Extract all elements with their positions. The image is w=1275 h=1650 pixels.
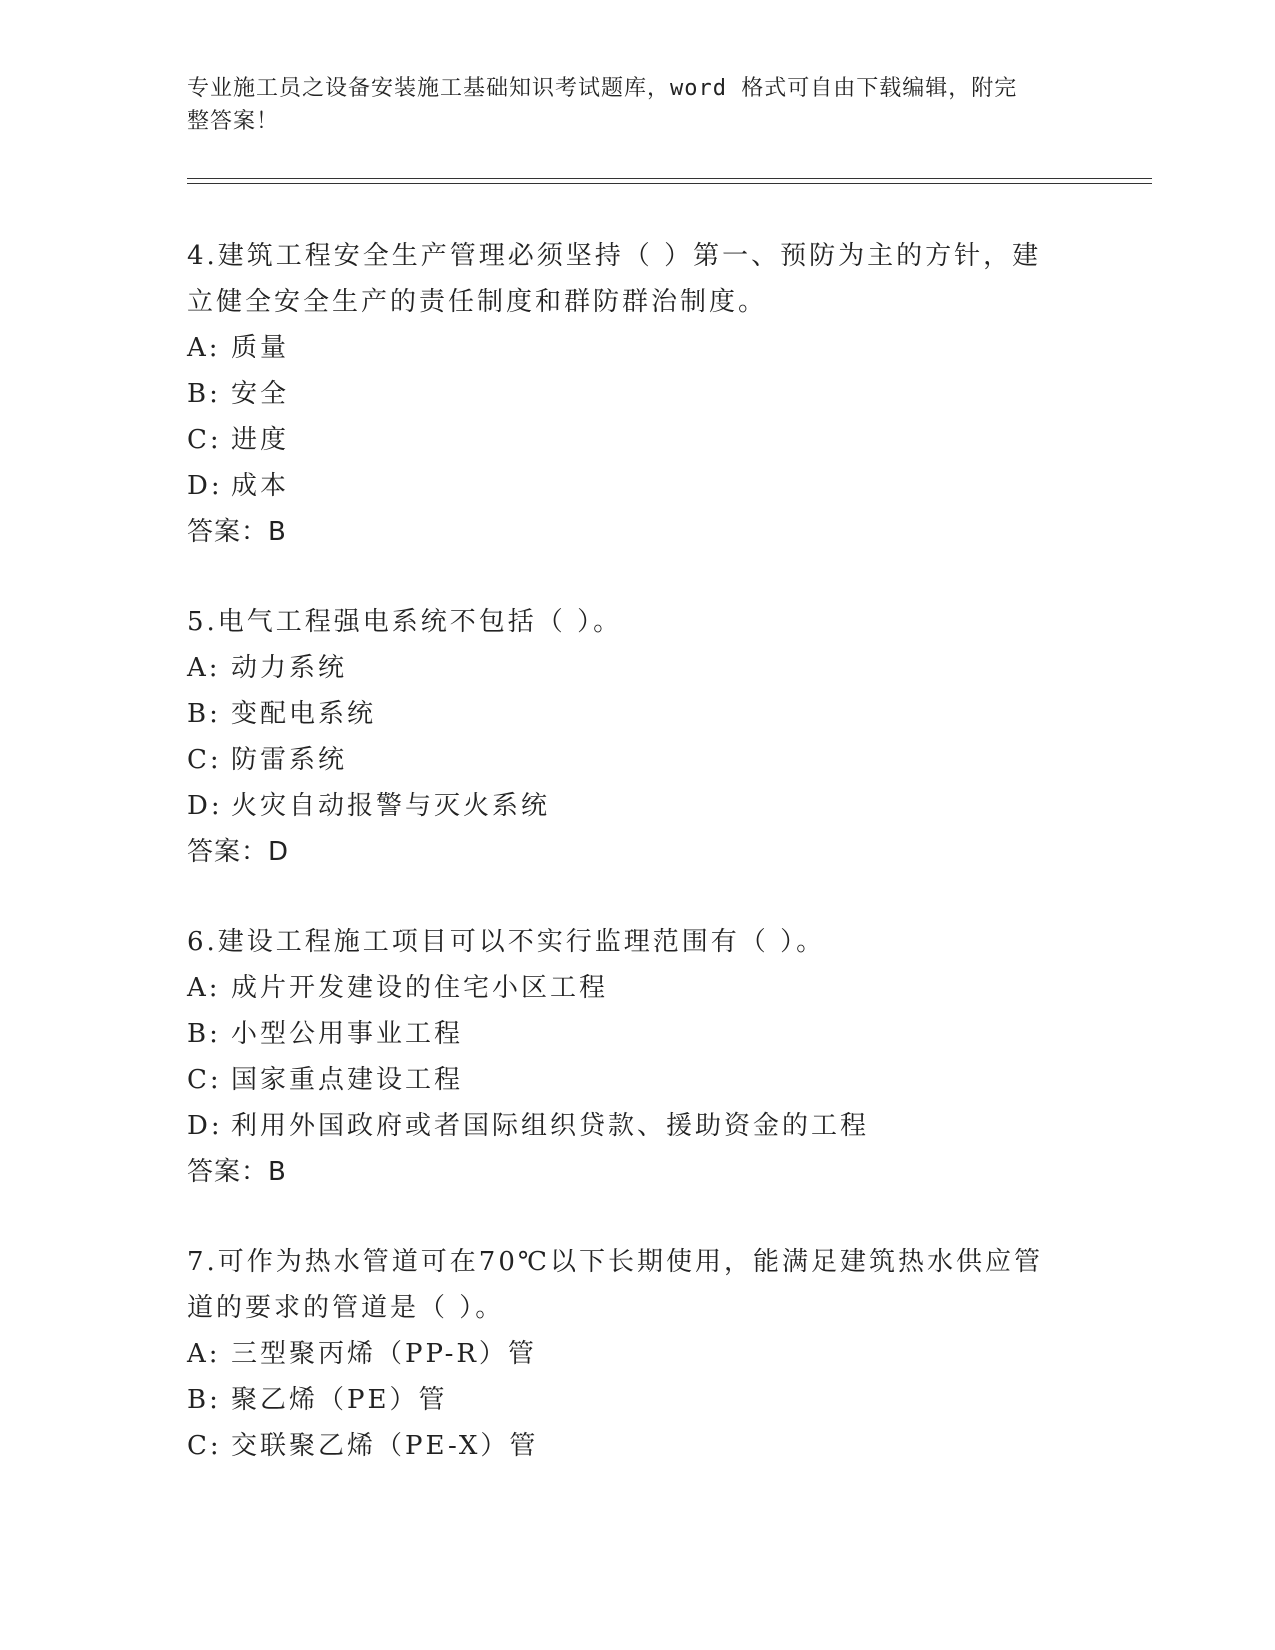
option-letter: B: — [187, 379, 221, 409]
question-stem: 6.建设工程施工项目可以不实行监理范围有（ ）。 — [187, 927, 826, 957]
option-letter: D: — [187, 791, 223, 821]
question-stem: 5.电气工程强电系统不包括（ ）。 — [187, 607, 623, 637]
option-text: 成本 — [231, 471, 290, 501]
option-text: 防雷系统 — [231, 745, 348, 775]
question-stem: 4.建筑工程安全生产管理必须坚持（ ）第一、预防为主的方针，建立健全安全生产的责任制度和群防群治制度。 — [187, 241, 1042, 317]
option-text: 成片开发建设的住宅小区工程 — [231, 973, 609, 1003]
option-text: 进度 — [231, 425, 290, 455]
option-text: 国家重点建设工程 — [231, 1065, 464, 1095]
option-text: 安全 — [231, 379, 290, 409]
header-divider-top — [187, 178, 1152, 179]
option-letter: C: — [187, 745, 222, 775]
option-a — [187, 965, 1067, 1011]
option-c — [187, 1057, 1067, 1103]
option-letter: D: — [187, 1111, 223, 1141]
question-5 — [187, 599, 1067, 875]
question-list — [187, 233, 1067, 1513]
option-a — [187, 645, 1067, 691]
option-letter: B: — [187, 1385, 221, 1415]
option-b — [187, 1377, 1067, 1423]
option-letter: C: — [187, 1065, 222, 1095]
question-stem: 7.可作为热水管道可在70℃以下长期使用，能满足建筑热水供应管道的要求的管道是（ ）。 — [187, 1247, 1043, 1323]
option-text: 聚乙烯（PE）管 — [231, 1385, 448, 1415]
option-b — [187, 1011, 1067, 1057]
option-text: 三型聚丙烯（PP-R）管 — [231, 1339, 537, 1369]
option-b — [187, 371, 1067, 417]
header-line-2: 整答案！ — [187, 109, 280, 134]
option-text: 交联聚乙烯（PE-X）管 — [231, 1431, 539, 1461]
answer-label: 答案：B — [187, 517, 287, 547]
question-7 — [187, 1239, 1067, 1469]
option-text: 小型公用事业工程 — [231, 1019, 464, 1049]
option-text: 质量 — [231, 333, 290, 363]
option-letter: A: — [187, 653, 221, 683]
document-header — [187, 72, 1067, 138]
option-a — [187, 1331, 1067, 1377]
option-c — [187, 1423, 1067, 1469]
option-letter: A: — [187, 1339, 221, 1369]
option-letter: B: — [187, 1019, 221, 1049]
option-letter: B: — [187, 699, 221, 729]
answer-label: 答案：D — [187, 837, 290, 867]
option-letter: C: — [187, 1431, 222, 1461]
option-letter: A: — [187, 333, 221, 363]
option-text: 动力系统 — [231, 653, 348, 683]
option-text: 利用外国政府或者国际组织贷款、援助资金的工程 — [231, 1111, 870, 1141]
option-d — [187, 463, 1067, 509]
option-c — [187, 417, 1067, 463]
option-text: 火灾自动报警与灭火系统 — [231, 791, 551, 821]
option-text: 变配电系统 — [231, 699, 377, 729]
option-a — [187, 325, 1067, 371]
option-d — [187, 783, 1067, 829]
option-letter: D: — [187, 471, 223, 501]
option-c — [187, 737, 1067, 783]
answer-label: 答案：B — [187, 1157, 287, 1187]
header-divider-bottom — [187, 183, 1152, 184]
header-line-1: 专业施工员之设备安装施工基础知识考试题库，word 格式可自由下载编辑，附完 — [187, 76, 1018, 101]
option-d — [187, 1103, 1067, 1149]
option-letter: A: — [187, 973, 221, 1003]
question-4 — [187, 233, 1067, 555]
option-letter: C: — [187, 425, 222, 455]
option-b — [187, 691, 1067, 737]
question-6 — [187, 919, 1067, 1195]
